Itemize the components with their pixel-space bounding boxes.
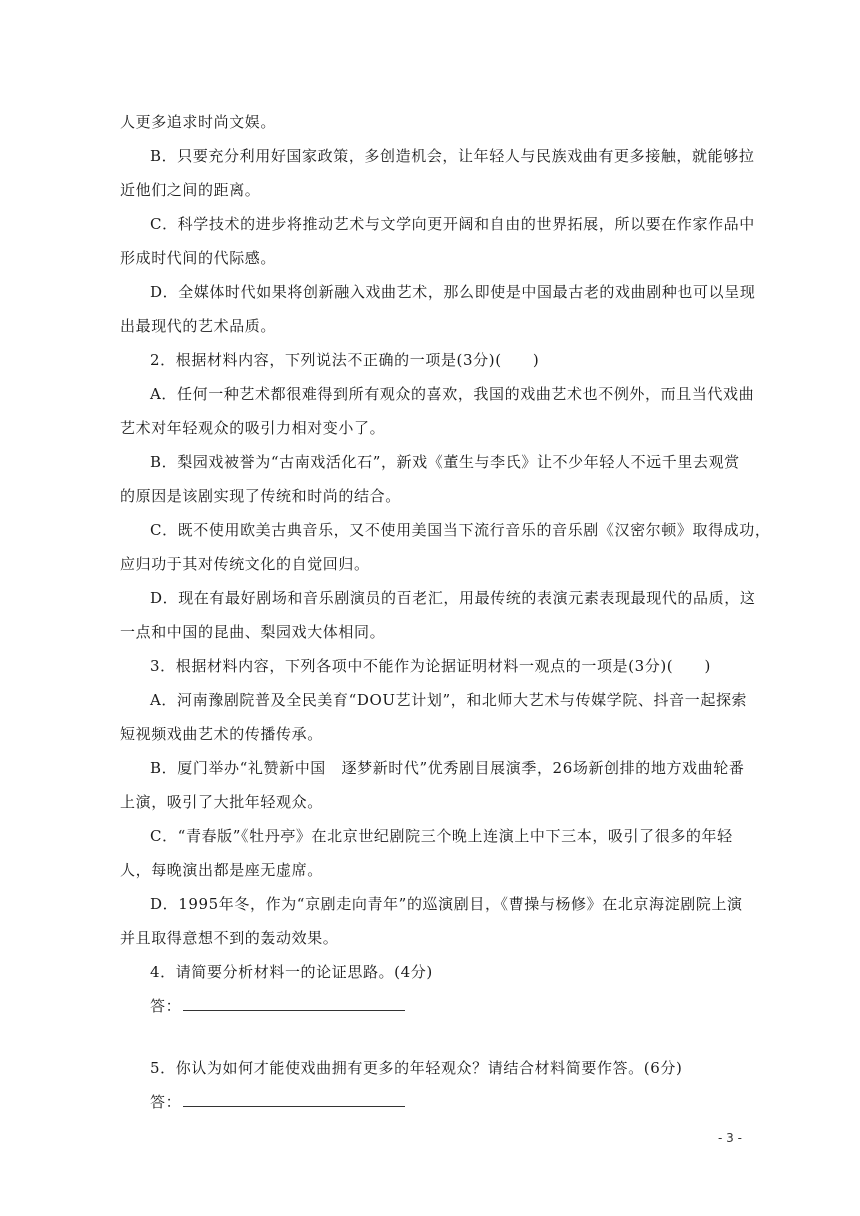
text-line: 的原因是该剧实现了传统和时尚的结合。 xyxy=(120,487,401,505)
text-line: 人，每晚演出都是座无虚席。 xyxy=(120,861,323,879)
option-a-q2: A．任何一种艺术都很难得到所有观众的喜欢，我国的戏曲艺术也不例外，而且当代戏曲 xyxy=(150,385,755,403)
answer-4-row xyxy=(150,996,405,1016)
option-a-q3: A．河南豫剧院普及全民美育“DOU艺计划”，和北师大艺术与传媒学院、抖音一起探索 xyxy=(150,691,748,709)
text-line: 并且取得意想不到的轰动效果。 xyxy=(120,929,339,947)
option-d-q3: D．1995年冬，作为“京剧走向青年”的巡演剧目，《曹操与杨修》在北京海淀剧院上演 xyxy=(150,895,743,913)
option-d-q2: D．现在有最好剧场和音乐剧演员的百老汇，用最传统的表演元素表现最现代的品质，这 xyxy=(150,589,756,607)
question-4: 4．请简要分析材料一的论证思路。(4分) xyxy=(150,963,433,981)
text-line: 近他们之间的距离。 xyxy=(120,181,261,199)
answer-5-row xyxy=(150,1092,405,1112)
option-c-q3: C．“青春版”《牡丹亭》在北京世纪剧院三个晚上连演上中下三本，吸引了很多的年轻 xyxy=(150,827,733,845)
option-c-q1: C．科学技术的进步将推动艺术与文学向更开阔和自由的世界拓展，所以要在作家作品中 xyxy=(150,215,755,233)
text-line: 艺术对年轻观众的吸引力相对变小了。 xyxy=(120,419,386,437)
page-number: - 3 - xyxy=(718,1131,742,1145)
answer-label: 答： xyxy=(150,1093,182,1111)
text-line: 短视频戏曲艺术的传播传承。 xyxy=(120,725,323,743)
question-3: 3．根据材料内容，下列各项中不能作为论据证明材料一观点的一项是(3分)( ) xyxy=(150,657,711,675)
text-line: 出最现代的艺术品质。 xyxy=(120,317,277,335)
question-2: 2．根据材料内容，下列说法不正确的一项是(3分)( ) xyxy=(150,351,540,369)
option-b-q2: B．梨园戏被誉为“古南戏活化石”，新戏《董生与李氏》让不少年轻人不远千里去观赏 xyxy=(150,453,740,471)
answer-5-blank[interactable] xyxy=(183,1092,405,1107)
text-line: 人更多追求时尚文娱。 xyxy=(120,113,277,131)
answer-4-blank[interactable] xyxy=(183,996,405,1011)
option-d-q1: D．全媒体时代如果将创新融入戏曲艺术，那么即使是中国最古老的戏曲剧种也可以呈现 xyxy=(150,283,756,301)
text-line: 应归功于其对传统文化的自觉回归。 xyxy=(120,555,370,573)
option-b-q3: B．厦门举办“礼赞新中国 逐梦新时代”优秀剧目展演季，26场新创排的地方戏曲轮番 xyxy=(150,759,745,777)
option-c-q2: C．既不使用欧美古典音乐，又不使用美国当下流行音乐的音乐剧《汉密尔顿》取得成功， xyxy=(150,521,771,539)
text-line: 一点和中国的昆曲、梨园戏大体相同。 xyxy=(120,623,386,641)
question-5: 5．你认为如何才能使戏曲拥有更多的年轻观众？请结合材料简要作答。(6分) xyxy=(150,1059,683,1077)
answer-label: 答： xyxy=(150,997,182,1015)
text-line: 形成时代间的代际感。 xyxy=(120,249,277,267)
option-b-q1: B．只要充分利用好国家政策，多创造机会，让年轻人与民族戏曲有更多接触，就能够拉 xyxy=(150,147,755,165)
text-line: 上演，吸引了大批年轻观众。 xyxy=(120,793,323,811)
